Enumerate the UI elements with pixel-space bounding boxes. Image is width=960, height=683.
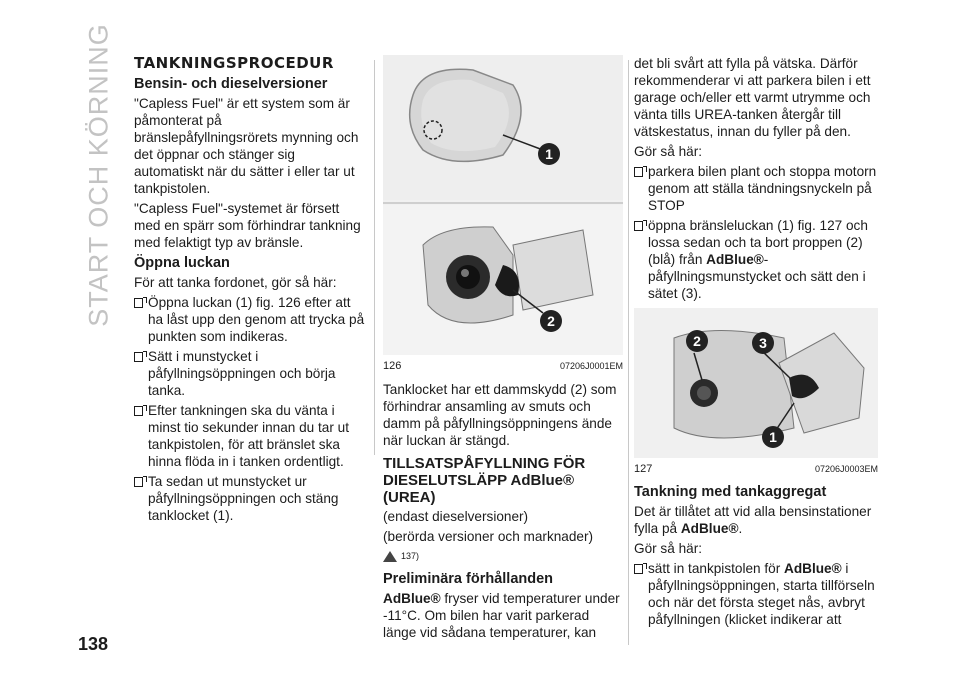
step-text: Sätt i munstycket i påfyllningsöppningen och börja tanka.: [148, 349, 336, 398]
figure-126: [383, 55, 623, 355]
section-subtitle: Bensin- och dieselversioner: [134, 76, 328, 92]
step-text: -påfyllningsmunstycket och sätt den i sätet (3).: [648, 252, 866, 301]
paragraph: det bli svårt att fylla på vätska. Därför rekommenderar vi att parkera bilen i ett garage och/eller ett varmt utrymme och vänta tills UREA-tanken återgår till vätskestatus, innan du fyller på den.: [634, 56, 871, 139]
paragraph-text: Det är tillåtet att vid alla bensinstationer fylla på: [634, 504, 872, 536]
paragraph-text: fryser vid temperaturer under -11°C. Om bilen har varit parkerad länge vid sådana temperaturer, kan: [383, 591, 620, 640]
paragraph: Tanklocket har ett dammskydd (2) som förhindrar ansamling av smuts och damm på påfyllningsöppningens ände när luckan är stängd.: [383, 382, 617, 448]
step-item: [134, 348, 366, 399]
refuel-heading: Tankning med tankaggregat: [634, 484, 827, 500]
column-1: [134, 55, 366, 527]
paragraph: "Capless Fuel" är ett system som är påmonterat på bränslepåfyllningsrörets mynning och det öppnar och stänger sig automatiskt när du sätter i eller tar ut tankpistolen.: [134, 96, 359, 196]
step-text: sätt in tankpistolen för: [648, 561, 785, 576]
checkbox-icon: [134, 352, 143, 362]
step-text: Efter tankningen ska du vänta i minst tio sekunder innan du tar ut tankpistolen, för att bränslet ska hinna flöda in i tanken ordentligt.: [148, 403, 349, 469]
adblue-term: AdBlue®: [680, 521, 739, 536]
step-text: parkera bilen plant och stoppa motorn genom att ställa tändningsnyckeln på STOP: [648, 164, 877, 213]
figure-127: [634, 308, 878, 458]
figure-number: 127: [634, 463, 653, 475]
step-item: [134, 473, 366, 524]
paragraph: (berörda versioner och marknader): [383, 529, 594, 544]
paragraph: Gör så här:: [634, 144, 702, 159]
step-text: öppna bränsleluckan (1) fig. 127 och lossa sedan och ta bort proppen (2) (blå) från: [648, 218, 868, 267]
checkbox-icon: [134, 477, 143, 487]
paragraph: [383, 590, 623, 641]
adblue-term: AdBlue®: [784, 561, 842, 576]
figure-caption: [383, 358, 623, 375]
paragraph: (endast dieselversioner): [383, 509, 529, 524]
adblue-filler-illustration: [634, 308, 878, 458]
paragraph: För att tanka fordonet, gör så här:: [134, 275, 337, 290]
paragraph: "Capless Fuel"-systemet är försett med en spärr som förhindrar tankning med felaktigt typ av bränsle.: [134, 201, 361, 250]
figure-number: 126: [383, 360, 402, 372]
column-2: [383, 55, 623, 644]
checkbox-icon: [634, 221, 643, 231]
column-divider: [628, 60, 629, 645]
callout-badge: 3: [752, 332, 774, 354]
step-item: [634, 560, 878, 628]
checkbox-icon: [634, 167, 643, 177]
step-text: i påfyllningsöppningen, starta tillförseln och när det första steget nås, avbryt påfyllningen (klicket indikerar att: [648, 561, 875, 627]
paragraph: [634, 503, 878, 537]
footnote-ref: 137): [401, 551, 420, 561]
adblue-term: AdBlue®: [706, 252, 764, 267]
step-text: Ta sedan ut munstycket ur påfyllningsöppningen och stäng tanklocket (1).: [148, 474, 339, 523]
paragraph-text: .: [738, 521, 743, 536]
callout-badge: 2: [540, 310, 562, 332]
checkbox-icon: [634, 564, 643, 574]
chapter-title-text: START OCH KÖRNING: [83, 23, 114, 327]
fuel-flap-illustration: [383, 55, 623, 355]
callout-badge: 1: [538, 143, 560, 165]
figure-code: 07206J0001EM: [559, 361, 623, 371]
step-item: [634, 217, 878, 302]
callout-badge: 1: [762, 426, 784, 448]
chapter-side-title: [83, 23, 114, 327]
step-item: [134, 402, 366, 470]
section-title: TANKNINGSPROCEDUR: [134, 54, 334, 72]
page-number: 138: [78, 634, 109, 654]
adblue-heading: TILLSATSPÅFYLLNING FÖR DIESELUTSLÄPP AdBlue® (UREA): [383, 455, 586, 506]
warning-icon: [383, 551, 397, 562]
checkbox-icon: [134, 298, 143, 308]
step-item: [634, 163, 878, 214]
step-text: Öppna luckan (1) fig. 126 efter att ha låst upp den genom att trycka på punkten som indikeras.: [148, 295, 365, 344]
adblue-term: AdBlue®: [383, 591, 441, 606]
step-item: [134, 294, 366, 345]
heading-open-lid: Öppna luckan: [134, 255, 230, 271]
preconditions-heading: Preliminära förhållanden: [383, 571, 554, 587]
footnote-reference: [383, 548, 623, 565]
paragraph: Gör så här:: [634, 541, 702, 556]
column-divider: [374, 60, 375, 455]
figure-caption: [634, 461, 878, 478]
checkbox-icon: [134, 406, 143, 416]
callout-badge: 2: [686, 330, 708, 352]
column-3: [634, 55, 878, 631]
figure-code: 07206J0003EM: [814, 464, 878, 474]
